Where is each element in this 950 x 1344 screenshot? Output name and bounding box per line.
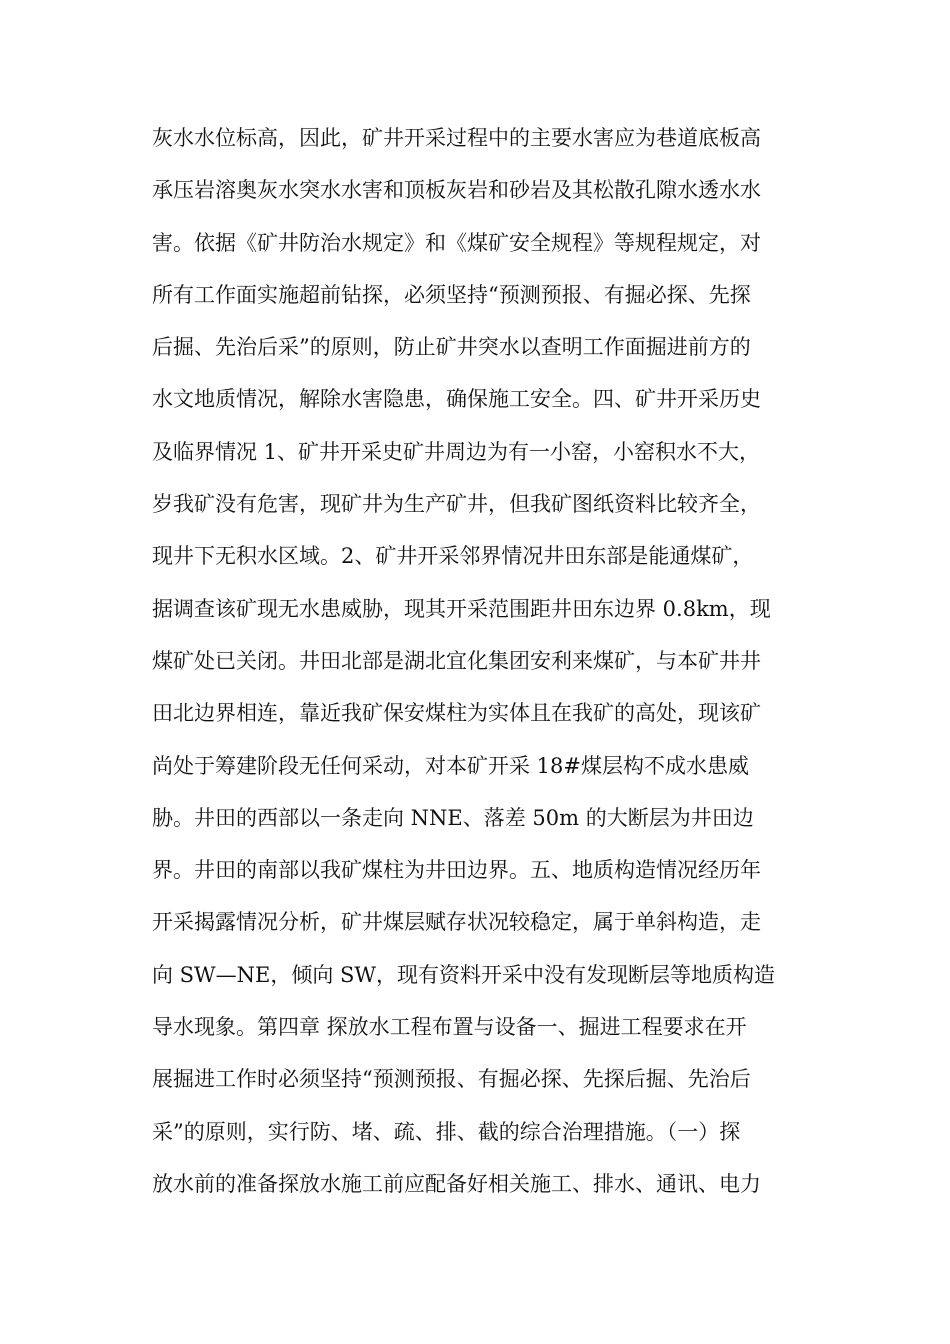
body-text xyxy=(152,118,812,1216)
text-line: 向 SW—NE，倾向 SW，现有资料开采中没有发现断层等地质构造 xyxy=(152,962,775,987)
text-line: 田北边界相连，靠近我矿保安煤柱为实体且在我矿的高处，现该矿 xyxy=(152,701,761,726)
text-line: 岁我矿没有危害，现矿井为生产矿井，但我矿图纸资料比较齐全， xyxy=(152,492,761,517)
text-line: 所有工作面实施超前钻探，必须坚持“预测预报、有掘必探、先探 xyxy=(152,282,751,307)
text-line: 承压岩溶奥灰水突水水害和顶板灰岩和砂岩及其松散孔隙水透水水 xyxy=(152,178,761,203)
text-line: 放水前的准备探放水施工前应配备好相关施工、排水、通讯、电力 xyxy=(152,1171,761,1196)
text-line: 尚处于筹建阶段无任何采动，对本矿开采 18#煤层构不成水患威 xyxy=(152,753,749,778)
text-line: 灰水水位标高，因此，矿井开采过程中的主要水害应为巷道底板高 xyxy=(152,126,761,150)
text-line: 采”的原则，实行防、堵、疏、排、截的综合治理措施。（一）探 xyxy=(152,1119,741,1144)
text-line: 现井下无积水区域。2、矿井开采邻界情况井田东部是能通煤矿， xyxy=(152,544,754,569)
text-line: 导水现象。第四章 探放水工程布置与设备一、掘进工程要求在开 xyxy=(152,1015,747,1040)
text-line: 害。依据《矿井防治水规定》和《煤矿安全规程》等规程规定，对 xyxy=(152,230,761,255)
text-line: 界。井田的南部以我矿煤柱为井田边界。五、地质构造情况经历年 xyxy=(152,858,761,883)
text-line: 煤矿处已关闭。井田北部是湖北宜化集团安利来煤矿，与本矿井井 xyxy=(152,648,761,673)
text-line: 及临界情况 1、矿井开采史矿井周边为有一小窑，小窑积水不大， xyxy=(152,439,761,464)
text-line: 据调查该矿现无水患威胁，现其开采范围距井田东边界 0.8km，现 xyxy=(152,596,771,621)
text-line: 开采揭露情况分析，矿井煤层赋存状况较稳定，属于单斜构造，走 xyxy=(152,910,761,935)
text-line: 后掘、先治后采”的原则，防止矿井突水以查明工作面掘进前方的 xyxy=(152,335,751,360)
text-line: 展掘进工作时必须坚持“预测预报、有掘必探、先探后掘、先治后 xyxy=(152,1067,751,1092)
text-line: 胁。井田的西部以一条走向 NNE、落差 50m 的大断层为井田边 xyxy=(152,805,754,830)
text-line: 水文地质情况，解除水害隐患，确保施工安全。四、矿井开采历史 xyxy=(152,387,761,412)
